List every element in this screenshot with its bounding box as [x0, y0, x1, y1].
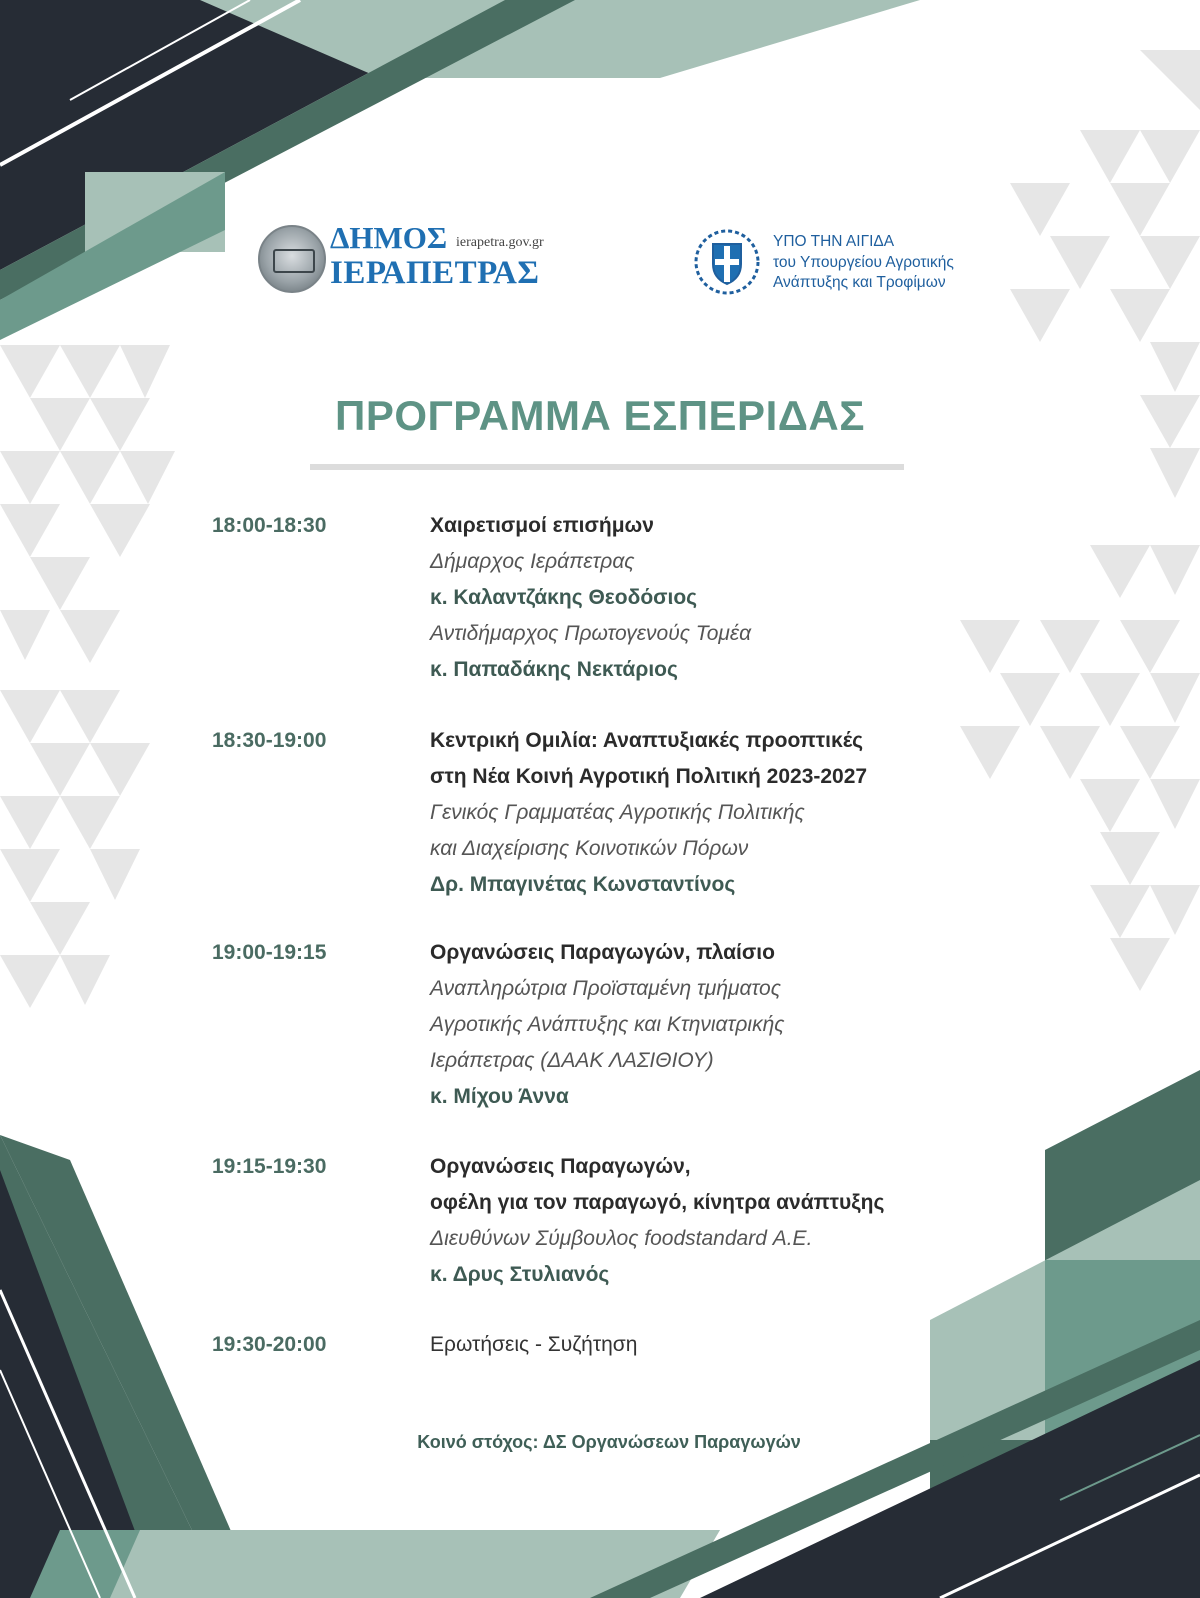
entry-details — [430, 508, 751, 688]
entry-role-line: Αναπληρώτρια Προϊσταμένη τμήματος — [430, 977, 781, 1000]
auspices-line-1: ΥΠΟ ΤΗΝ ΑΙΓΙΔΑ — [773, 233, 895, 250]
municipality-url: ierapetra.gov.gr — [456, 235, 544, 250]
entry-time: 18:30-19:00 — [212, 729, 327, 752]
auspices-line-2: του Υπουργείου Αγροτικής — [773, 253, 954, 271]
entry-role-line: Διευθύνων Σύμβουλος foodstandard Α.Ε. — [430, 1227, 813, 1250]
entry-topic-line: Χαιρετισμοί επισήμων — [430, 514, 654, 537]
title-divider — [310, 464, 904, 470]
entry-topic-line: Οργανώσεις Παραγωγών, — [430, 1155, 691, 1178]
entry-role-line: και Διαχείρισης Κοινοτικών Πόρων — [430, 837, 749, 860]
triangle-pattern-left — [0, 345, 175, 1008]
municipality-city: ΙΕΡΑΠΕΤΡΑΣ — [330, 255, 540, 291]
entry-details — [430, 1327, 637, 1363]
entry-role-line: Αντιδήμαρχος Πρωτογενούς Τομέα — [430, 622, 752, 645]
entry-plain-line: Ερωτήσεις - Συζήτηση — [430, 1333, 638, 1356]
page-title: ΠΡΟΓΡΑΜΜΑ ΕΣΠΕΡΙΔΑΣ — [335, 392, 865, 439]
entry-time: 18:00-18:30 — [212, 514, 327, 537]
entry-details — [430, 935, 784, 1115]
auspices-line-3: Ανάπτυξης και Τροφίμων — [773, 274, 946, 291]
entry-role-line: Αγροτικής Ανάπτυξης και Κτηνιατρικής — [430, 1013, 785, 1036]
entry-details — [430, 723, 867, 903]
entry-topic-line: οφέλη για τον παραγωγό, κίνητρα ανάπτυξης — [430, 1191, 885, 1214]
entry-details — [430, 1149, 884, 1293]
entry-role-line: Ιεράπετρας (ΔΑΑΚ ΛΑΣΙΘΙΟΥ) — [430, 1049, 714, 1072]
greek-coat-of-arms-icon — [693, 228, 761, 296]
entry-speaker-line: κ. Δρυς Στυλιανός — [430, 1263, 610, 1286]
entry-speaker-line: κ. Παπαδάκης Νεκτάριος — [430, 658, 678, 681]
triangle-pattern-right — [960, 50, 1200, 991]
entry-role-line: Γενικός Γραμματέας Αγροτικής Πολιτικής — [430, 801, 805, 824]
entry-topic-line: Κεντρική Ομιλία: Αναπτυξιακές προοπτικές — [430, 729, 864, 752]
municipality-logo — [258, 221, 558, 293]
municipality-seal-icon — [258, 225, 326, 293]
entry-speaker-line: Δρ. Μπαγινέτας Κωνσταντίνος — [430, 873, 736, 896]
entry-speaker-line: κ. Καλαντζάκης Θεοδόσιος — [430, 586, 698, 609]
entry-speaker-line: κ. Μίχου Άννα — [430, 1085, 569, 1108]
common-goal: Κοινό στόχος: ΔΣ Οργανώσεων Παραγωγών — [417, 1432, 801, 1452]
entry-role-line: Δήμαρχος Ιεράπετρας — [430, 550, 635, 573]
ministry-auspices — [693, 226, 1003, 298]
entry-topic-line: Οργανώσεις Παραγωγών, πλαίσιο — [430, 941, 775, 964]
entry-time: 19:00-19:15 — [212, 941, 327, 964]
entry-time: 19:30-20:00 — [212, 1333, 327, 1356]
municipality-name: ΔΗΜΟΣ — [330, 220, 448, 255]
entry-time: 19:15-19:30 — [212, 1155, 327, 1178]
entry-topic-line: στη Νέα Κοινή Αγροτική Πολιτική 2023-2027 — [430, 765, 868, 788]
